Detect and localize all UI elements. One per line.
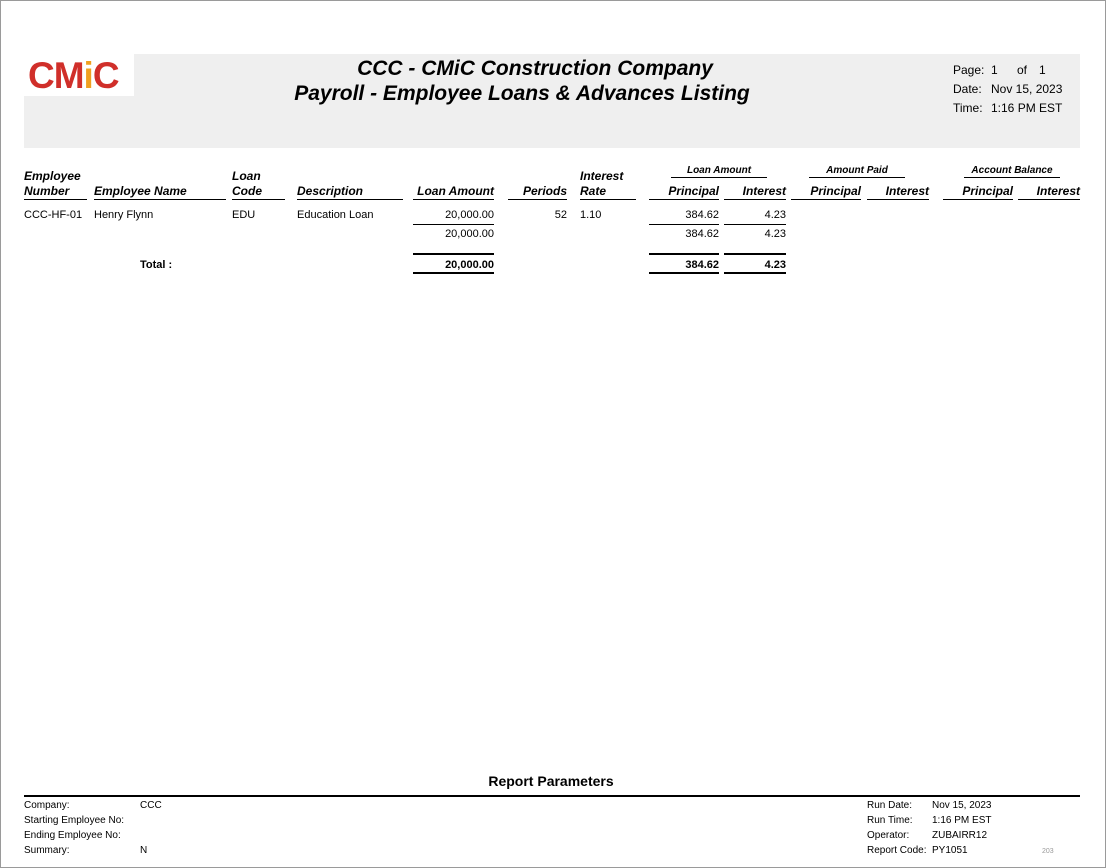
col-loan-code-line1: Loan bbox=[232, 169, 261, 183]
report-parameters-title: Report Parameters bbox=[488, 773, 614, 789]
report-code-value: PY1051 bbox=[932, 845, 968, 856]
param-company-value: CCC bbox=[140, 800, 162, 811]
col-loan-code-line2: Code bbox=[232, 184, 262, 198]
col-paid-interest: Interest bbox=[885, 184, 929, 198]
total-loan-amount: 20,000.00 bbox=[445, 259, 494, 271]
run-date-label: Run Date: bbox=[867, 800, 913, 811]
total-interest: 4.23 bbox=[764, 259, 786, 271]
total-label: Total : bbox=[140, 259, 173, 271]
col-description: Description bbox=[297, 184, 364, 198]
col-interest-rate-line2: Rate bbox=[580, 184, 607, 198]
subtotal-interest: 4.23 bbox=[764, 228, 786, 240]
total-principal: 384.62 bbox=[685, 259, 719, 271]
loan-description: Education Loan bbox=[297, 209, 374, 221]
page-of-label: of bbox=[1017, 63, 1028, 77]
col-paid-principal: Principal bbox=[810, 184, 861, 198]
param-company-label: Company: bbox=[24, 800, 70, 811]
page-footer-number: 203 bbox=[1042, 848, 1054, 855]
run-date-value: Nov 15, 2023 bbox=[932, 800, 992, 811]
company-title: CCC - CMiC Construction Company bbox=[357, 57, 713, 80]
col-interest-rate-line1: Interest bbox=[580, 169, 624, 183]
page-number: 1 bbox=[991, 63, 998, 77]
periods: 52 bbox=[554, 209, 567, 221]
param-summary-value: N bbox=[140, 845, 148, 856]
operator-value: ZUBAIRR12 bbox=[932, 830, 988, 841]
group-loan-amount: Loan Amount bbox=[686, 165, 752, 176]
col-loan-amount: Loan Amount bbox=[417, 184, 494, 198]
col-periods: Periods bbox=[522, 184, 567, 198]
page-total: 1 bbox=[1039, 63, 1046, 77]
loan-principal: 384.62 bbox=[685, 209, 719, 221]
param-starting-label: Starting Employee No: bbox=[24, 815, 125, 826]
report-code-label: Report Code: bbox=[867, 845, 927, 856]
employee-number: CCC-HF-01 bbox=[24, 209, 83, 221]
group-account-balance: Account Balance bbox=[971, 165, 1053, 176]
subtotal-loan-amount: 20,000.00 bbox=[445, 228, 494, 240]
time-label: Time: bbox=[953, 101, 983, 115]
col-loan-interest: Interest bbox=[742, 184, 786, 198]
company-logo: CMiC bbox=[28, 55, 119, 96]
loan-amount: 20,000.00 bbox=[445, 209, 494, 221]
run-time-value: 1:16 PM EST bbox=[932, 815, 992, 826]
interest-rate: 1.10 bbox=[580, 209, 602, 221]
employee-name: Henry Flynn bbox=[94, 209, 154, 221]
report-title: Payroll - Employee Loans & Advances Listing bbox=[294, 82, 750, 105]
col-balance-interest: Interest bbox=[1036, 184, 1080, 198]
run-time-label: Run Time: bbox=[867, 815, 913, 826]
param-summary-label: Summary: bbox=[24, 845, 70, 856]
loan-code: EDU bbox=[232, 209, 256, 221]
time-value: 1:16 PM EST bbox=[991, 101, 1063, 115]
col-employee-name: Employee Name bbox=[94, 184, 187, 198]
loan-interest: 4.23 bbox=[764, 209, 786, 221]
group-amount-paid: Amount Paid bbox=[826, 165, 888, 176]
date-value: Nov 15, 2023 bbox=[991, 82, 1063, 96]
subtotal-principal: 384.62 bbox=[685, 228, 719, 240]
operator-label: Operator: bbox=[867, 830, 910, 841]
col-employee-number-line1: Employee bbox=[24, 169, 81, 183]
page-label: Page: bbox=[953, 63, 985, 77]
col-loan-principal: Principal bbox=[668, 184, 719, 198]
param-ending-label: Ending Employee No: bbox=[24, 830, 121, 841]
col-balance-principal: Principal bbox=[962, 184, 1013, 198]
col-employee-number-line2: Number bbox=[24, 184, 70, 198]
date-label: Date: bbox=[953, 82, 982, 96]
